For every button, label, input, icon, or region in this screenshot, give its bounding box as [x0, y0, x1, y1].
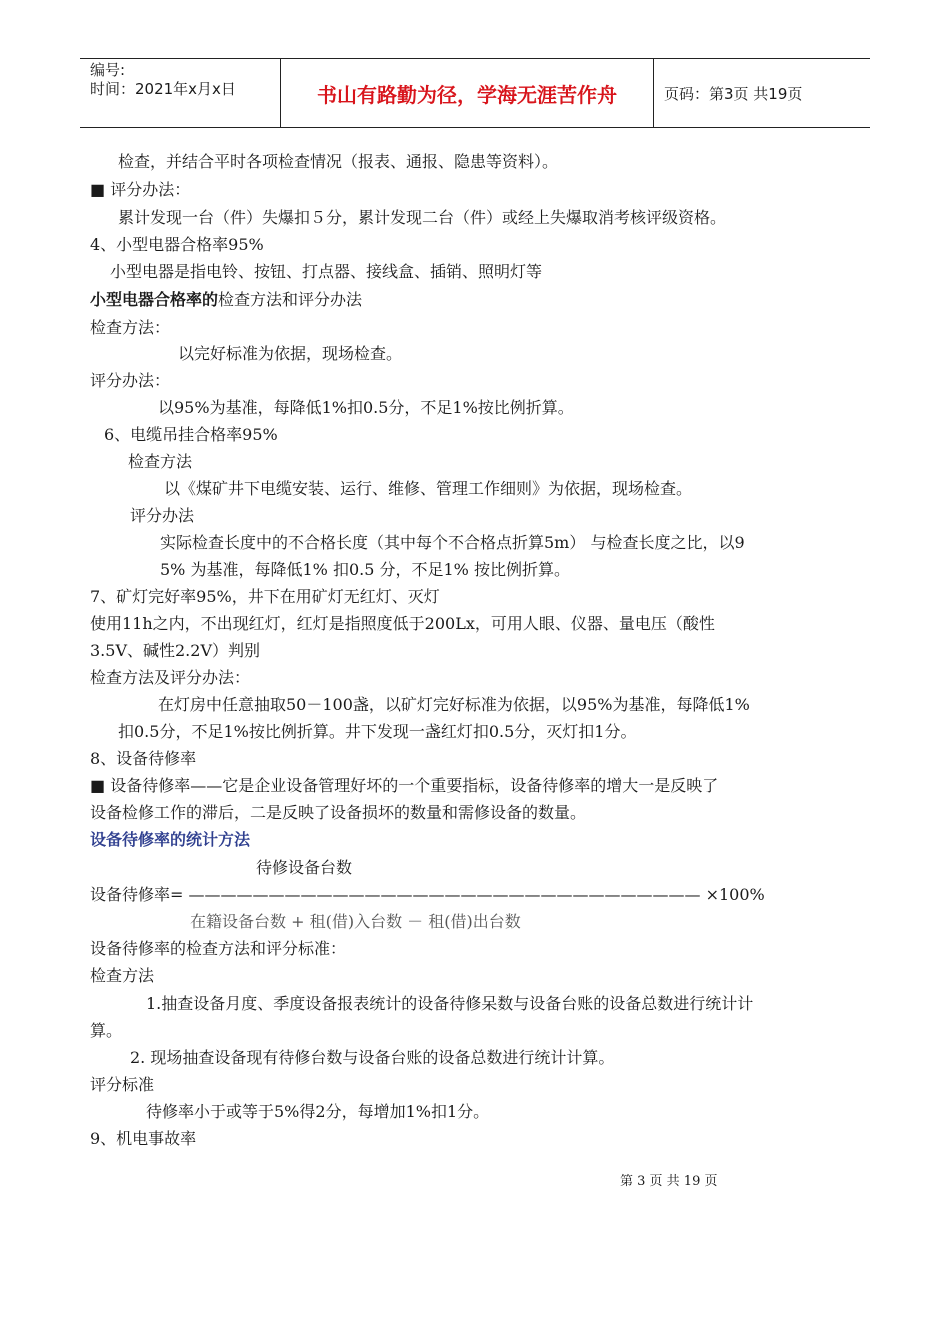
body-line: 5% 为基准，每降低1% 扣0.5 分，不足1% 按比例折算。	[160, 560, 570, 579]
code-label: 编号:	[90, 61, 126, 79]
body-line: ■ 设备待修率——它是企业设备管理好坏的一个重要指标，设备待修率的增大一是反映了	[90, 776, 719, 795]
body-line: 检查方法：	[90, 318, 171, 337]
body-line: 实际检查长度中的不合格长度（其中每个不合格点折算5m） 与检查长度之比，以9	[160, 533, 745, 552]
formula-numerator: 待修设备台数	[256, 858, 353, 877]
body-line: 9、机电事故率	[90, 1129, 197, 1148]
body-line: 检查方法及评分办法：	[90, 668, 251, 687]
body-line: 检查方法	[90, 966, 155, 985]
body-text: 检查方法和评分办法	[218, 290, 363, 309]
time-label: 时间：2021年x月x日	[90, 80, 236, 98]
body-line: 检查，并结合平时各项检查情况（报表、通报、隐患等资料）。	[118, 152, 559, 171]
body-line: 评分办法：	[90, 371, 171, 390]
body-line: 评分标准	[90, 1075, 155, 1094]
formula-denominator: 在籍设备台数 + 租(借)入台数 － 租(借)出台数	[190, 912, 521, 931]
body-line: 设备检修工作的滞后，二是反映了设备损坏的数量和需修设备的数量。	[90, 803, 587, 822]
formula-line: 设备待修率= ———————————————————————————————— ×100%	[90, 885, 765, 904]
body-line: 设备待修率的检查方法和评分标准：	[90, 939, 347, 958]
header-page-info: 页码：第3页 共19页	[664, 84, 803, 103]
header-meta	[80, 59, 280, 127]
body-line: 以《煤矿井下电缆安装、运行、维修、管理工作细则》为依据，现场检查。	[164, 479, 693, 498]
body-line: 1.抽查设备月度、季度设备报表统计的设备待修呆数与设备台账的设备总数进行统计计	[146, 994, 754, 1013]
header-motto: 书山有路勤为径，学海无涯苦作舟	[280, 59, 654, 127]
body-line: ■ 评分办法：	[90, 180, 191, 199]
body-line-mixed	[90, 290, 362, 310]
body-line: 评分办法	[130, 506, 195, 525]
body-line: 7、矿灯完好率95%，井下在用矿灯无红灯、灭灯	[90, 587, 440, 606]
body-line: 2. 现场抽查设备现有待修台数与设备台账的设备总数进行统计计算。	[130, 1048, 615, 1067]
body-line: 小型电器是指电铃、按钮、打点器、接线盒、插销、照明灯等	[110, 262, 543, 281]
body-line: 8、设备待修率	[90, 749, 197, 768]
section-heading: 设备待修率的统计方法	[90, 830, 251, 849]
body-line: 3.5V、碱性2.2V）判别	[90, 641, 261, 660]
body-line: 使用11h之内，不出现红灯，红灯是指照度低于200Lx，可用人眼、仪器、量电压（酸性	[90, 614, 715, 633]
body-line: 在灯房中任意抽取50－100盏，以矿灯完好标准为依据，以95%为基准，每降低1%	[158, 695, 750, 714]
body-line: 待修率小于或等于5%得2分，每增加1%扣1分。	[146, 1102, 490, 1121]
body-line: 6、电缆吊挂合格率95%	[104, 425, 278, 444]
body-line: 以95%为基准，每降低1%扣0.5分，不足1%按比例折算。	[158, 398, 574, 417]
body-line: 4、小型电器合格率95%	[90, 235, 264, 254]
body-line: 算。	[90, 1021, 123, 1040]
body-line: 检查方法	[128, 452, 193, 471]
body-line: 扣0.5分，不足1%按比例折算。井下发现一盏红灯扣0.5分，灭灯扣1分。	[118, 722, 637, 741]
body-line: 累计发现一台（件）失爆扣５分，累计发现二台（件）或经上失爆取消考核评级资格。	[118, 208, 727, 227]
page-footer: 第 3 页 共 19 页	[620, 1174, 718, 1189]
page-header	[80, 58, 870, 128]
bold-phrase: 小型电器合格率的	[90, 290, 219, 309]
body-line: 以完好标准为依据，现场检查。	[178, 344, 403, 363]
